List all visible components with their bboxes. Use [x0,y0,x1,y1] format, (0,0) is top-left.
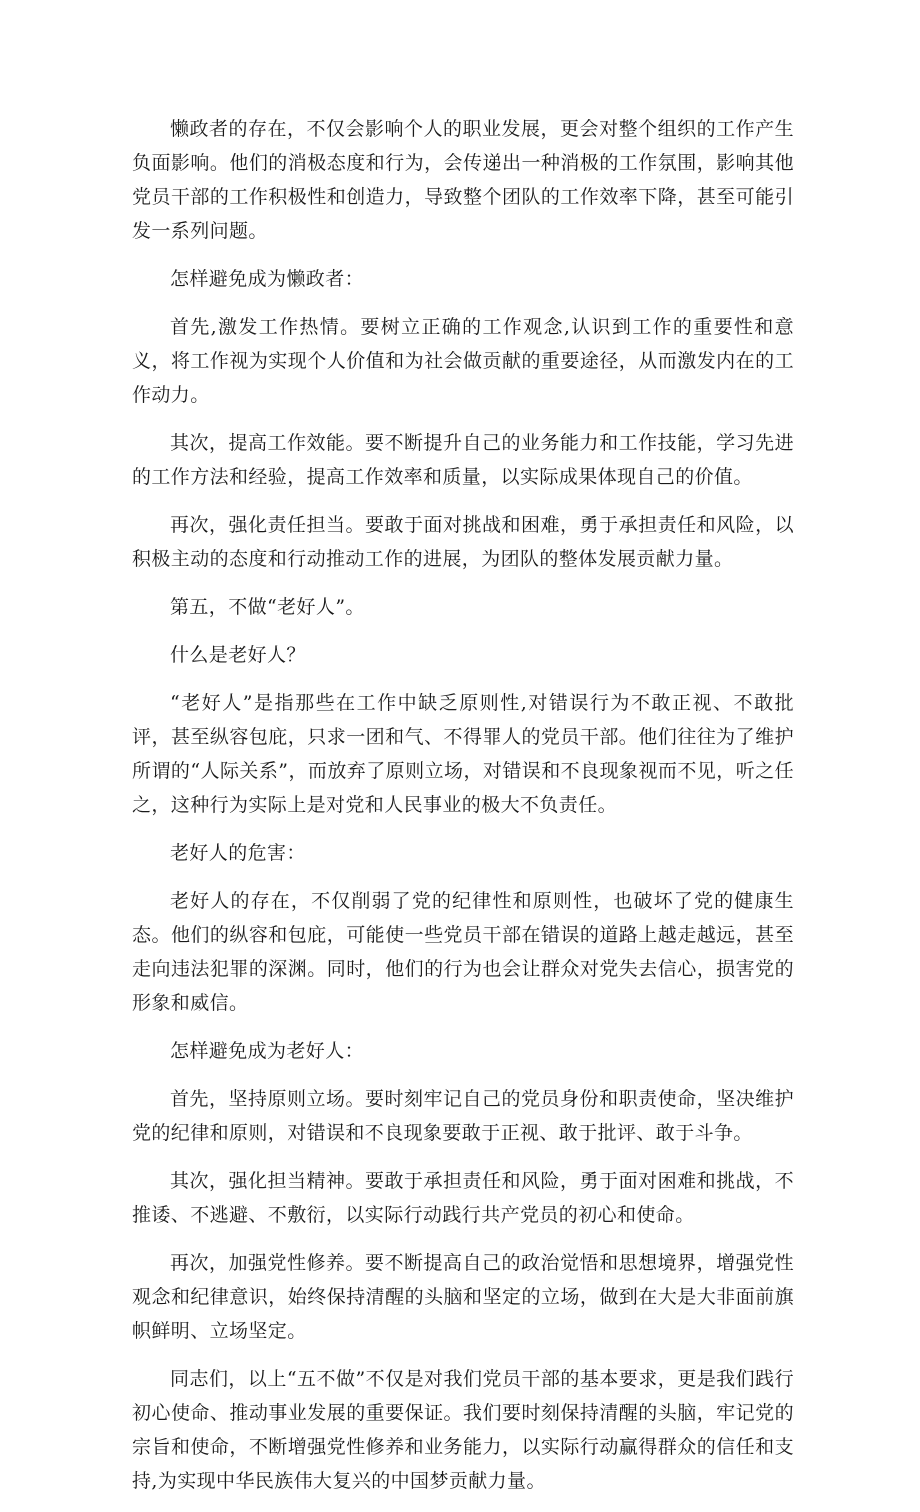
heading-what-is-yes-man: 什么是老好人？ [170,644,306,666]
paragraph-lazy-harm: 懒政者的存在，不仅会影响个人的职业发展，更会对整个组织的工作产生负面影响。他们的消极态度和行为，会传递出一种消极的工作氛围，影响其他党员干部的工作积极性和创造力，导致整个团队的工作效率下降，甚至可能引发一系列问题。 [132,118,794,242]
paragraph-lazy-second: 其次，提高工作效能。要不断提升自己的业务能力和工作技能，学习先进的工作方法和经验，提高工作效率和质量，以实际成果体现自己的价值。 [132,432,794,488]
heading-avoid-lazy: 怎样避免成为懒政者： [170,268,365,290]
paragraph-yes-man-third: 再次，加强党性修养。要不断提高自己的政治觉悟和思想境界，增强党性观念和纪律意识，始终保持清醒的头脑和坚定的立场，做到在大是大非面前旗帜鲜明、立场坚定。 [132,1252,794,1342]
paragraph-yes-man-harm: 老好人的存在，不仅削弱了党的纪律性和原则性，也破坏了党的健康生态。他们的纵容和包庇，可能使一些党员干部在错误的道路上越走越远，甚至走向违法犯罪的深渊。同时，他们的行为也会让群众对党失去信心，损害党的形象和威信。 [132,890,794,1014]
heading-avoid-yes-man: 怎样避免成为老好人： [170,1040,365,1062]
heading-section-five: 第五，不做“老好人”。 [170,596,365,618]
paragraph-yes-man-definition: “老好人”是指那些在工作中缺乏原则性,对错误行为不敢正视、不敢批评，甚至纵容包庇，只求一团和气、不得罪人的党员干部。他们往往为了维护所谓的“人际关系”，而放弃了原则立场，对错误和不良现象视而不见，听之任之，这种行为实际上是对党和人民事业的极大不负责任。 [132,692,794,816]
paragraph-conclusion: 同志们，以上“五不做”不仅是对我们党员干部的基本要求，更是我们践行初心使命、推动事业发展的重要保证。我们要时刻保持清醒的头脑，牢记党的宗旨和使命，不断增强党性修养和业务能力，以实际行动赢得群众的信任和支持,为实现中华民族伟大复兴的中国梦贡献力量。 [132,1368,794,1492]
heading-yes-man-harm: 老好人的危害： [170,842,306,864]
paragraph-yes-man-first: 首先，坚持原则立场。要时刻牢记自己的党员身份和职责使命，坚决维护党的纪律和原则，对错误和不良现象要敢于正视、敢于批评、敢于斗争。 [132,1088,794,1144]
paragraph-lazy-third: 再次，强化责任担当。要敢于面对挑战和困难，勇于承担责任和风险，以积极主动的态度和行动推动工作的进展，为团队的整体发展贡献力量。 [132,514,794,570]
document-body [132,112,794,1512]
paragraph-lazy-first: 首先,激发工作热情。要树立正确的工作观念,认识到工作的重要性和意义，将工作视为实现个人价值和为社会做贡献的重要途径，从而激发内在的工作动力。 [132,316,794,406]
paragraph-yes-man-second: 其次，强化担当精神。要敢于承担责任和风险，勇于面对困难和挑战，不推诿、不逃避、不敷衍，以实际行动践行共产党员的初心和使命。 [132,1170,794,1226]
